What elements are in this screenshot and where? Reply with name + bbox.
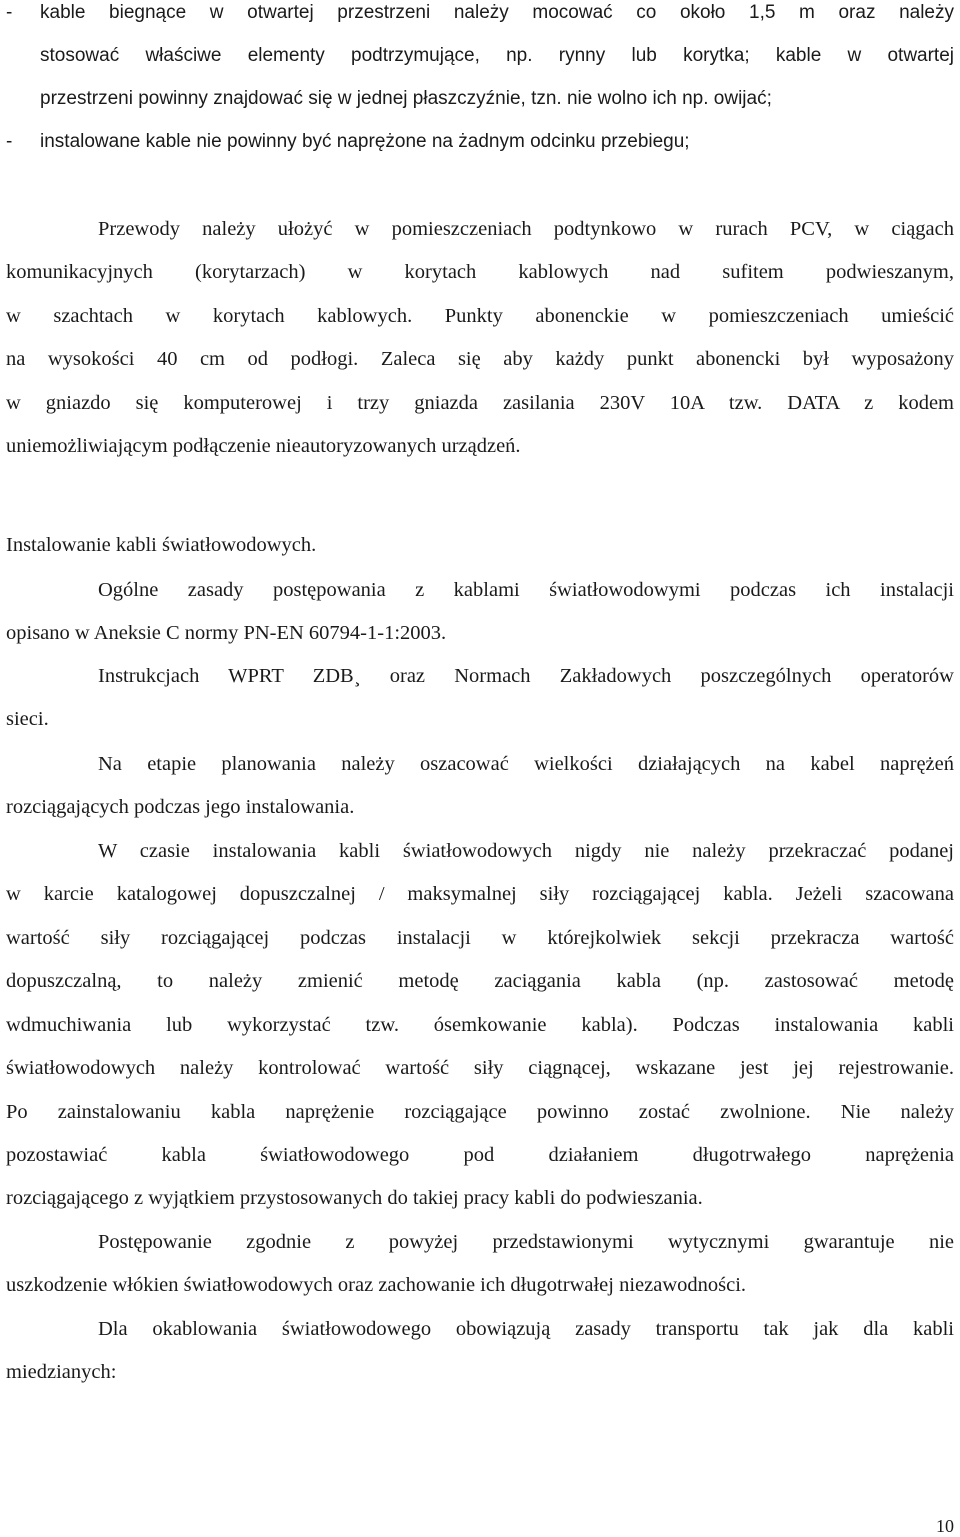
bullet-dash: -	[6, 2, 13, 23]
ogolne-line-1: Ogólne zasady postępowania z kablami światłowodowymi podczas ich instalacji	[98, 579, 954, 601]
page-number: 10	[936, 1516, 954, 1536]
bullet-1-line-3: przestrzeni powinny znajdować się w jednej płaszczyźnie, tzn. nie wolno ich np. owijać;	[40, 88, 772, 109]
czas-line-4: dopuszczalną, to należy zmienić metodę zaciągania kabla (np. zastosować metodę	[6, 970, 954, 992]
etap-line-2: rozciągających podczas jego instalowania.	[6, 796, 355, 818]
dla-line-1: Dla okablowania światłowodowego obowiązują zasady transportu tak jak dla kabli	[98, 1318, 954, 1340]
postepowanie-line-2: uszkodzenie włókien światłowodowych oraz zachowanie ich długotrwałej niezawodności.	[6, 1274, 747, 1296]
etap-line-1: Na etapie planowania należy oszacować wielkości działających na kabel naprężeń	[98, 753, 954, 775]
dla-line-2: miedzianych:	[6, 1361, 117, 1383]
przewody-line-5: w gniazdo się komputerowej i trzy gniazda zasilania 230V 10A tzw. DATA z kodem	[6, 392, 954, 414]
czas-line-8: pozostawiać kabla światłowodowego pod działaniem długotrwałego naprężenia	[6, 1144, 954, 1166]
section-heading: Instalowanie kabli światłowodowych.	[6, 534, 317, 556]
czas-line-9: rozciągającego z wyjątkiem przystosowanych do takiej pracy kabli do podwieszania.	[6, 1187, 703, 1209]
bullet-2-line-1: instalowane kable nie powinny być naprężone na żadnym odcinku przebiegu;	[40, 131, 690, 152]
przewody-line-6: uniemożliwiającym podłączenie nieautoryzowanych urządzeń.	[6, 435, 521, 457]
bullet-1-line-2: stosować właściwe elementy podtrzymujące, np. rynny lub korytka; kable w otwartej	[40, 45, 954, 66]
czas-line-1: W czasie instalowania kabli światłowodowych nigdy nie należy przekraczać podanej	[98, 840, 954, 862]
czas-line-5: wdmuchiwania lub wykorzystać tzw. ósemkowanie kabla). Podczas instalowania kabli	[6, 1014, 954, 1036]
przewody-line-3: w szachtach w korytach kablowych. Punkty abonenckie w pomieszczeniach umieścić	[6, 305, 954, 327]
przewody-line-1: Przewody należy ułożyć w pomieszczeniach podtynkowo w rurach PCV, w ciągach	[98, 218, 954, 240]
bullet-dash: -	[6, 131, 13, 152]
przewody-line-2: komunikacyjnych (korytarzach) w korytach kablowych nad sufitem podwieszanym,	[6, 261, 954, 283]
ogolne-line-2: opisano w Aneksie C normy PN-EN 60794-1-1:2003.	[6, 622, 447, 644]
instrukcje-line-1: Instrukcjach WPRT ZDB¸ oraz Normach Zakładowych poszczególnych operatorów	[98, 665, 954, 687]
przewody-line-4: na wysokości 40 cm od podłogi. Zaleca się aby każdy punkt abonencki był wyposażony	[6, 348, 954, 370]
czas-line-6: światłowodowych należy kontrolować wartość siły ciągnącej, wskazane jest jej rejestrowanie.	[6, 1057, 954, 1079]
czas-line-7: Po zainstalowaniu kabla naprężenie rozciągające powinno zostać zwolnione. Nie należy	[6, 1101, 954, 1123]
postepowanie-line-1: Postępowanie zgodnie z powyżej przedstawionymi wytycznymi gwarantuje nie	[98, 1231, 954, 1253]
bullet-1-line-1: kable biegnące w otwartej przestrzeni należy mocować co około 1,5 m oraz należy	[40, 2, 954, 23]
czas-line-2: w karcie katalogowej dopuszczalnej / maksymalnej siły rozciągającej kabla. Jeżeli szacowana	[6, 883, 954, 905]
czas-line-3: wartość siły rozciągającej podczas instalacji w którejkolwiek sekcji przekracza wartość	[6, 927, 954, 949]
instrukcje-line-2: sieci.	[6, 708, 49, 730]
